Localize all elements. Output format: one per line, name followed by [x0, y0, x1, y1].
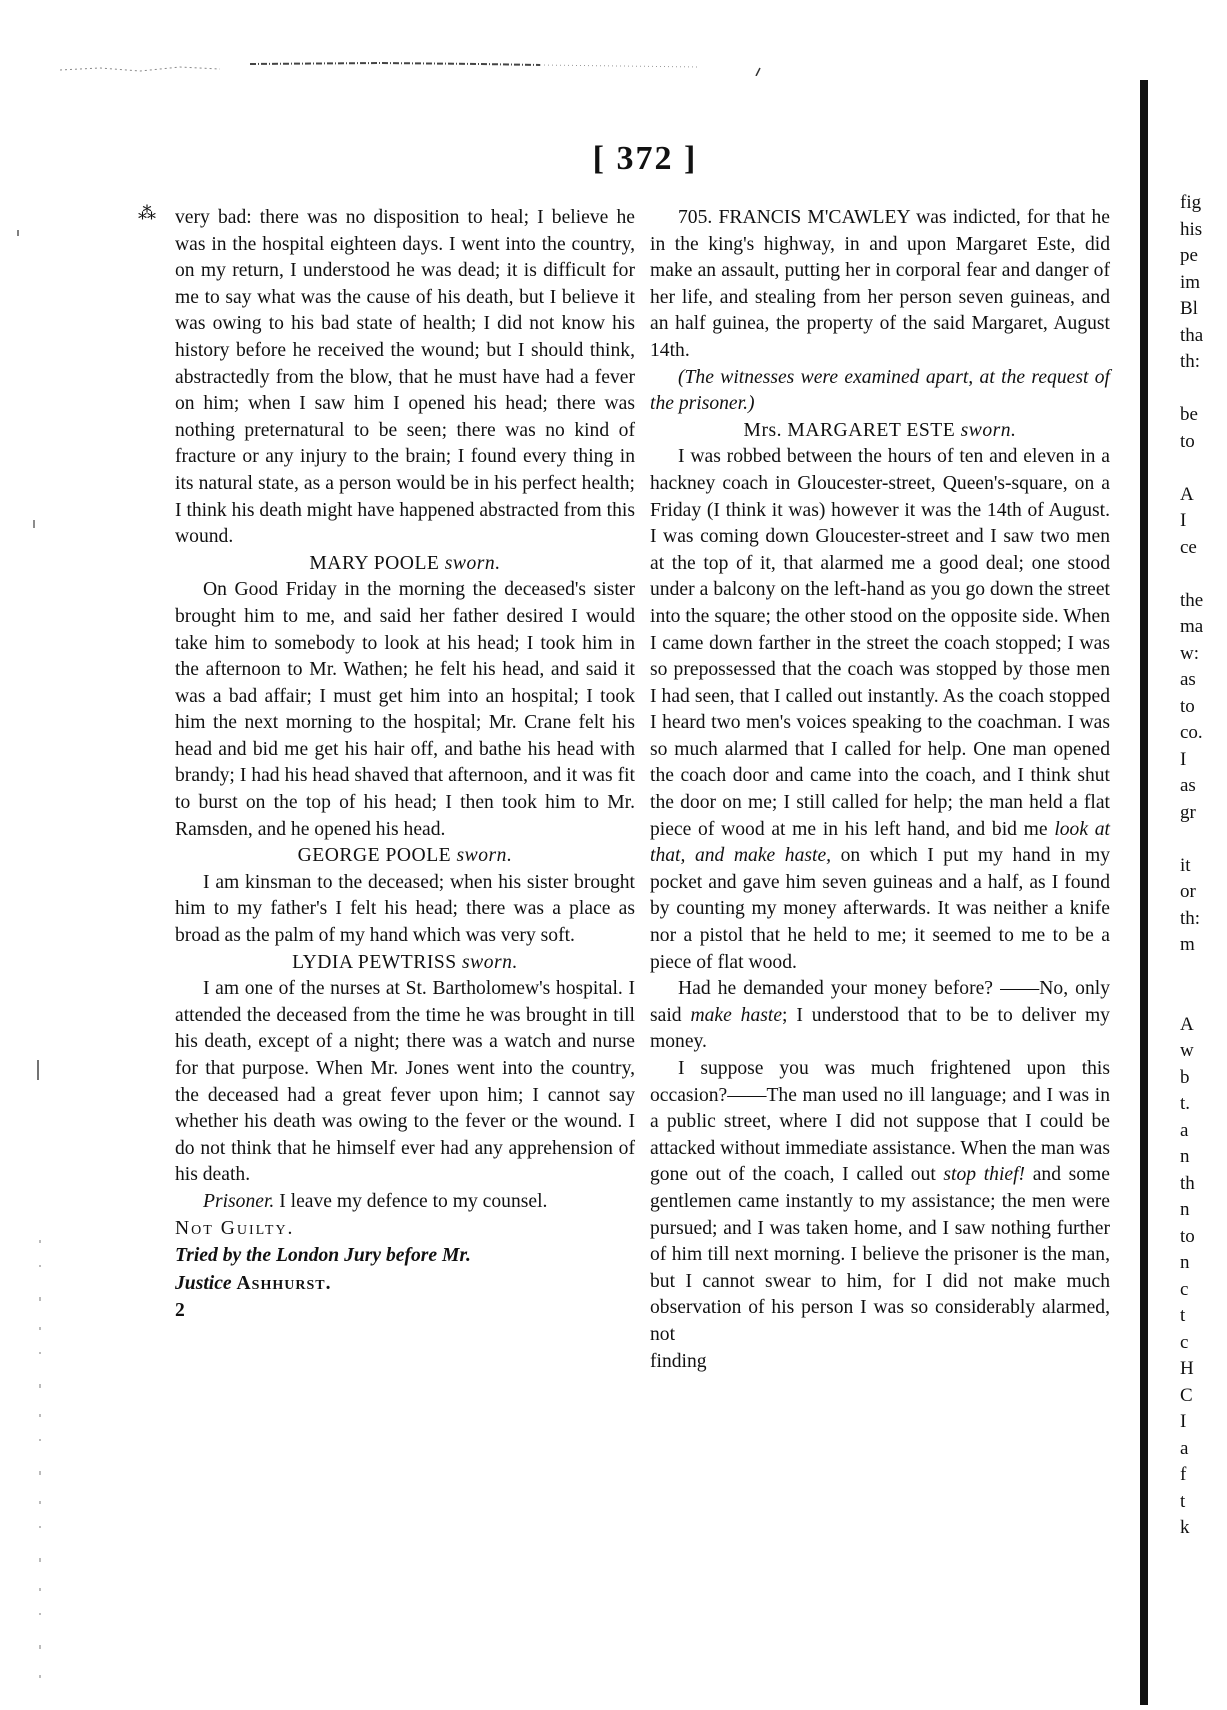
edge-fragment: tha — [1180, 324, 1204, 346]
witness-name: MARY POOLE — [309, 552, 440, 574]
answer-text: ——No, only said — [650, 978, 1110, 1026]
prisoner-statement — [175, 1189, 635, 1216]
testimony-paragraph: very bad: there was no disposition to heal; I believe he was in the hospital eighteen days. I went into the country, on my return, I understood he was dead; it is difficult for me to say what was the cause of his death, but I believe it was owing to his bad state of health; I did not know his history before he received the wound; but I should think, abstractedly from the blow, that he must have had a fever on him; when I saw him I opened his head; there was nothing preternatural to be seen; there was no kind of fracture or any injury to the brain; I found every thing in its natural state, as a person would be in his perfect health; I think his death might have happened abstracted from this wound. — [175, 207, 635, 548]
trial-line-2: Justice — [175, 1273, 232, 1295]
edge-fragment: as — [1180, 669, 1196, 690]
edge-fragment — [1180, 985, 1224, 1012]
testimony-paragraph — [650, 444, 1110, 976]
right-column — [650, 205, 1110, 1375]
edge-fragment — [1180, 455, 1224, 482]
edge-fragment: b — [1180, 1066, 1190, 1088]
edge-fragment: k — [1180, 1517, 1190, 1538]
answer-text: and some gentlemen came instantly to my assistance; the men were pursued; and I was taken home, and I saw nothing further of him till next morning. I believe the prisoner is the man, but I cannot swear to him, for I did not make much observation of his person I was so considerably alarmed, not — [650, 1164, 1110, 1345]
judge-name: Ashhurst. — [236, 1273, 332, 1295]
sworn-label: sworn. — [444, 552, 501, 574]
question-text: Had he demanded your money before? — [678, 978, 993, 1000]
testimony-paragraph: On Good Friday in the morning the deceased's sister brought him to me, and said her father desired I would take him to somebody to look at his head; I took him in the afternoon to Mr. Wathen; he felt his head, and said it was a bad affair; I must get him into an hospital; I took him the next morning to the hospital; Mr. Crane felt his head and bid me get his hair off, and bathe his head with brandy; I had his head shaved that afternoon, and it was fit to burst on the top of his head; I then took him to Mr. Ramsden, and he opened his head. — [175, 579, 635, 840]
verdict: Not Guilty. — [175, 1217, 295, 1239]
testimony-paragraph: I am one of the nurses at St. Bartholomew's hospital. I attended the deceased from the time he was brought in till his death, except of a night; there was a watch and nurse for that purpose. When Mr. Jones went into the country, the deceased had a great fever upon him; I cannot say whether his death was owing to the fever or the wound. I do not think that he himself ever had any apprehension of his death. — [175, 978, 635, 1186]
left-column — [175, 205, 635, 1325]
case-text: was indicted, for that he in the king's highway, in and upon Margaret Este, did make an assault, putting her in corporal fear and danger of her life, and stealing from her person seven guineas, and an half guinea, the property of the said Margaret, August 14th. — [650, 207, 1110, 361]
witness-name: GEORGE POOLE — [297, 845, 452, 867]
question-text: I suppose you was much frightened upon this occasion? — [650, 1058, 1110, 1106]
question-answer — [650, 1056, 1110, 1349]
edge-fragment: co. — [1180, 722, 1203, 743]
edge-fragment: or — [1180, 881, 1196, 902]
case-intro — [650, 205, 1110, 365]
edge-fragment: c — [1180, 1278, 1189, 1300]
edge-fragment: ce — [1180, 536, 1197, 558]
edge-fragment: w: — [1180, 642, 1199, 664]
adjacent-page-fragment — [1180, 190, 1224, 1542]
witness-heading — [175, 551, 635, 578]
trial-line-1: Tried by the London Jury before Mr. — [175, 1245, 471, 1267]
edge-fragment: pe — [1180, 245, 1198, 266]
edge-fragment: the — [1180, 589, 1204, 611]
page-number: [ 372 ] — [592, 140, 698, 177]
edge-fragment: to — [1180, 430, 1195, 452]
edge-fragment: A — [1180, 483, 1194, 505]
edge-fragment: th: — [1180, 351, 1201, 372]
edge-fragment: fig — [1180, 192, 1202, 213]
edge-fragment: t. — [1180, 1093, 1191, 1114]
witness-heading — [175, 843, 635, 870]
witness-heading — [650, 418, 1110, 445]
witnesses-note: (The witnesses were examined apart, at the request of the prisoner.) — [650, 366, 1110, 415]
edge-fragment: Bl — [1180, 298, 1198, 319]
sworn-label: sworn. — [960, 419, 1017, 441]
defendant-name: FRANCIS M'CAWLEY — [718, 207, 910, 228]
witness-heading — [175, 950, 635, 977]
catchword: finding — [650, 1350, 707, 1372]
answer-text: ——The man used no ill language; and I was in a public street, where I did not suppose that I could be attacked without immediate assistance. When the man was gone out of the coach, I called out — [650, 1084, 1110, 1186]
page-gutter-shadow — [1140, 80, 1148, 1705]
answer-text: ; I understood that to be to deliver my money. — [650, 1004, 1110, 1053]
question-answer — [650, 976, 1110, 1056]
edge-fragment: it — [1180, 854, 1191, 876]
signature-mark: 2 — [175, 1300, 185, 1322]
edge-fragment: w — [1180, 1040, 1194, 1061]
edge-fragment: th — [1180, 1172, 1195, 1194]
edge-fragment — [1180, 826, 1224, 853]
quoted-speech: look at that, and make haste, — [650, 818, 1111, 867]
edge-fragment: ma — [1180, 616, 1204, 637]
edge-fragment: C — [1180, 1384, 1193, 1406]
witness-name: Mrs. MARGARET ESTE — [743, 419, 956, 441]
edge-fragment: f — [1180, 1464, 1187, 1485]
edge-fragment: I — [1180, 1411, 1187, 1432]
edge-fragment: a — [1180, 1437, 1189, 1459]
quoted-speech: stop thief! — [943, 1164, 1026, 1186]
edge-fragment: as — [1180, 775, 1196, 796]
case-number: 705. — [678, 207, 713, 228]
sworn-label: sworn. — [456, 845, 513, 867]
edge-fragment — [1180, 959, 1224, 986]
edge-fragment: m — [1180, 934, 1195, 955]
edge-fragment: th: — [1180, 907, 1201, 929]
edge-fragment: gr — [1180, 801, 1196, 823]
edge-fragment: his — [1180, 218, 1203, 240]
edge-fragment: I — [1180, 510, 1187, 531]
scan-margin-marks — [0, 0, 160, 1705]
edge-fragment: to — [1180, 1225, 1195, 1247]
trial-note — [175, 1242, 635, 1298]
prisoner-text: I leave my defence to my counsel. — [274, 1190, 548, 1212]
prisoner-label: Prisoner. — [203, 1190, 275, 1212]
edge-fragment — [1180, 561, 1224, 588]
testimony-text: I was robbed between the hours of ten and eleven in a hackney coach in Gloucester-street, Queen's-square, on a Friday (I think it was) however it was the 14th of August. I was coming down Gloucester-street and I saw two men at the top of it, that alarmed me a good deal; one stood under a balcony on the left-hand as you go down the street into the square; the other stood on the opposite side. When I came down farther in the street the coach stopped; I was so prepossessed that the coach was stopped by those men I had seen, that I called out instantly. As the coach stopped I heard two men's voices speaking to the coachman. I was so much alarmed that I called for help. One man opened the coach door and came into the coach, and I think shut the door on me; I still called for help; the man held a flat piece of wood at me in his left hand, and bid me — [650, 446, 1110, 840]
margin-bullet: ⁂ — [138, 203, 156, 223]
witness-name: LYDIA PEWTRISS — [292, 951, 457, 973]
testimony-paragraph: I am kinsman to the deceased; when his sister brought him to my father's I felt his head; there was a place as broad as the palm of my hand which was very soft. — [175, 871, 635, 947]
edge-fragment: im — [1180, 271, 1201, 293]
edge-fragment: be — [1180, 404, 1198, 425]
sworn-label: sworn. — [462, 951, 518, 973]
quoted-speech: make haste — [690, 1004, 783, 1026]
edge-fragment: H — [1180, 1358, 1194, 1379]
edge-fragment — [1180, 376, 1224, 403]
edge-fragment: A — [1180, 1013, 1194, 1035]
edge-fragment: c — [1180, 1331, 1189, 1353]
edge-fragment: n — [1180, 1252, 1190, 1273]
edge-fragment: t — [1180, 1305, 1186, 1326]
edge-fragment: to — [1180, 695, 1195, 717]
edge-fragment: t — [1180, 1490, 1186, 1512]
edge-fragment: n — [1180, 1146, 1190, 1167]
edge-fragment: n — [1180, 1199, 1190, 1220]
testimony-text: on which I put my hand in my pocket and gave him seven guineas and a half, as I found by counting my money afterwards. It was neither a knife nor a pistol that he held to me; it seemed to me to be a piece of flat wood. — [650, 845, 1110, 973]
edge-fragment: I — [1180, 748, 1187, 770]
edge-fragment: a — [1180, 1119, 1189, 1141]
scan-artifact-top — [60, 58, 840, 76]
